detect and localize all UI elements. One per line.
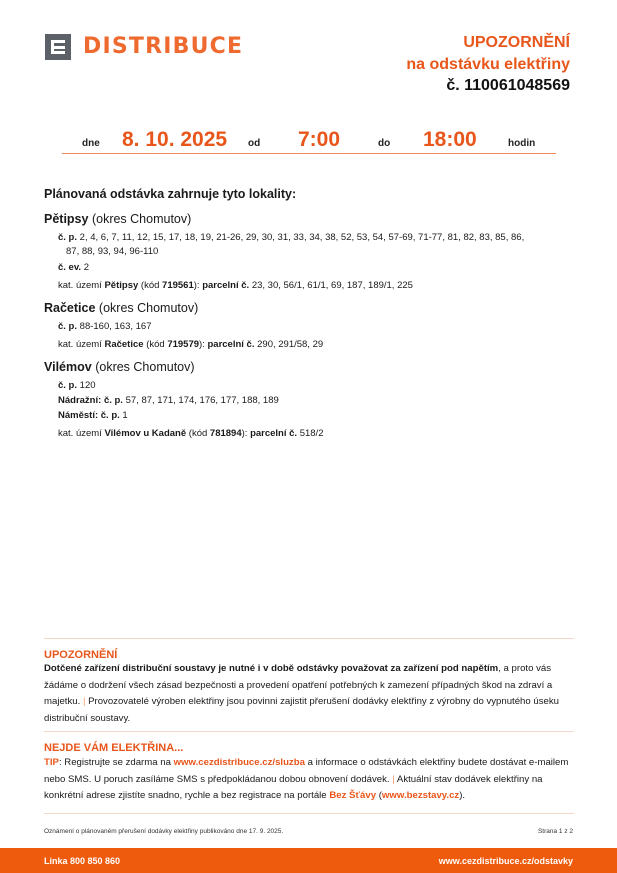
outage-time-row bbox=[62, 126, 556, 154]
house-numbers-cont: 87, 88, 93, 94, 96-110 bbox=[66, 246, 159, 257]
locality-heading bbox=[44, 212, 191, 226]
tip-text: TIP: Registrujte se zdarma na www.cezdistribuce.cz/sluzba a informace o odstávkách elektřiny budete dostávat e-mailem nebo SMS. U poruch zasíláme SMS s předpokládanou dobou obnovení dodávek. | Aktuální stav dodávek elektřiny na konkrétní adrese zjistíte snadno, rychle a bez registrace na portále Bez Šťávy (www.bezstavy.cz). bbox=[44, 757, 569, 801]
divider bbox=[44, 813, 574, 814]
warning-text: Dotčené zařízení distribuční soustavy je nutné i v době odstávky považovat za zařízení pod napětím, a proto vás žádáme o dodržení všech zásad bezpečnosti a provedení opatření potřebných k zamezení případných škod na zdraví a majetku. | Provozovatelé výroben elektřiny jsou povinni zajistit přerušení dodávky elektřiny z výrobny do vypnutého úseku distribuční soustavy. bbox=[44, 663, 559, 724]
locality-district: (okres Chomutov) bbox=[95, 360, 195, 374]
outage-from: 7:00 bbox=[298, 128, 341, 151]
notice-number: č. 110061048569 bbox=[446, 77, 570, 94]
house-numbers: č. p. 88-160, 163, 167 bbox=[58, 321, 152, 332]
outage-to: 18:00 bbox=[423, 128, 477, 151]
publication-note: Oznámení o plánovaném přerušení dodávky elektřiny publikováno dne 17. 9. 2025. bbox=[44, 828, 284, 835]
from-label: od bbox=[248, 138, 261, 149]
cadastral-line: kat. území Vilémov u Kadaně (kód 781894): parcelní č. 518/2 bbox=[58, 428, 324, 439]
notice-subtitle: na odstávku elektřiny bbox=[406, 56, 570, 73]
house-numbers: č. p. 120 bbox=[58, 380, 96, 391]
street-house-numbers: Nádražní: č. p. 57, 87, 171, 174, 176, 177, 188, 189 bbox=[58, 395, 279, 406]
footer-band bbox=[0, 848, 617, 873]
notice-title: UPOZORNĚNÍ bbox=[463, 34, 570, 51]
locality-name: Pětipsy bbox=[44, 212, 89, 226]
to-label: do bbox=[378, 138, 391, 149]
house-numbers: č. p. 2, 4, 6, 7, 11, 12, 15, 17, 18, 19, 21-26, 29, 30, 31, 33, 34, 38, 52, 53, 54, 57-69, 71-77, 81, 82, 83, 85, 86, bbox=[58, 232, 525, 243]
hotline: Linka 800 850 860 bbox=[44, 856, 121, 866]
cez-logo-icon bbox=[45, 34, 71, 60]
localities-intro: Plánovaná odstávka zahrnuje tyto lokality: bbox=[44, 187, 297, 201]
tip-title: NEJDE VÁM ELEKTŘINA... bbox=[44, 742, 184, 754]
portal-name: Bez Šťávy bbox=[329, 790, 377, 801]
street-house-numbers: Náměstí: č. p. 1 bbox=[58, 410, 128, 421]
website-link[interactable]: www.cezdistribuce.cz/odstavky bbox=[438, 856, 573, 866]
locality-name: Račetice bbox=[44, 301, 96, 315]
warning-title: UPOZORNĚNÍ bbox=[44, 649, 118, 661]
hours-label: hodin bbox=[508, 138, 536, 149]
cadastral-line: kat. území Pětipsy (kód 719561): parcelní č. 23, 30, 56/1, 61/1, 69, 187, 189/1, 225 bbox=[58, 280, 413, 291]
cadastral-line: kat. území Račetice (kód 719579): parcelní č. 290, 291/58, 29 bbox=[58, 339, 324, 350]
logo-text: DISTRIBUCE bbox=[83, 34, 244, 59]
service-link[interactable]: www.cezdistribuce.cz/sluzba bbox=[173, 757, 305, 768]
locality-district: (okres Chomutov) bbox=[91, 212, 192, 226]
locality-heading bbox=[44, 360, 195, 374]
outage-date: 8. 10. 2025 bbox=[122, 128, 228, 151]
divider bbox=[44, 731, 574, 732]
day-label: dne bbox=[82, 138, 100, 149]
divider bbox=[44, 638, 574, 639]
bezstavy-link[interactable]: www.bezstavy.cz bbox=[381, 790, 460, 801]
locality-heading bbox=[44, 301, 198, 315]
locality-district: (okres Chomutov) bbox=[98, 301, 199, 315]
registration-numbers: č. ev. 2 bbox=[58, 262, 90, 273]
locality-name: Vilémov bbox=[44, 360, 92, 374]
page-indicator: Strana 1 z 2 bbox=[537, 828, 573, 835]
